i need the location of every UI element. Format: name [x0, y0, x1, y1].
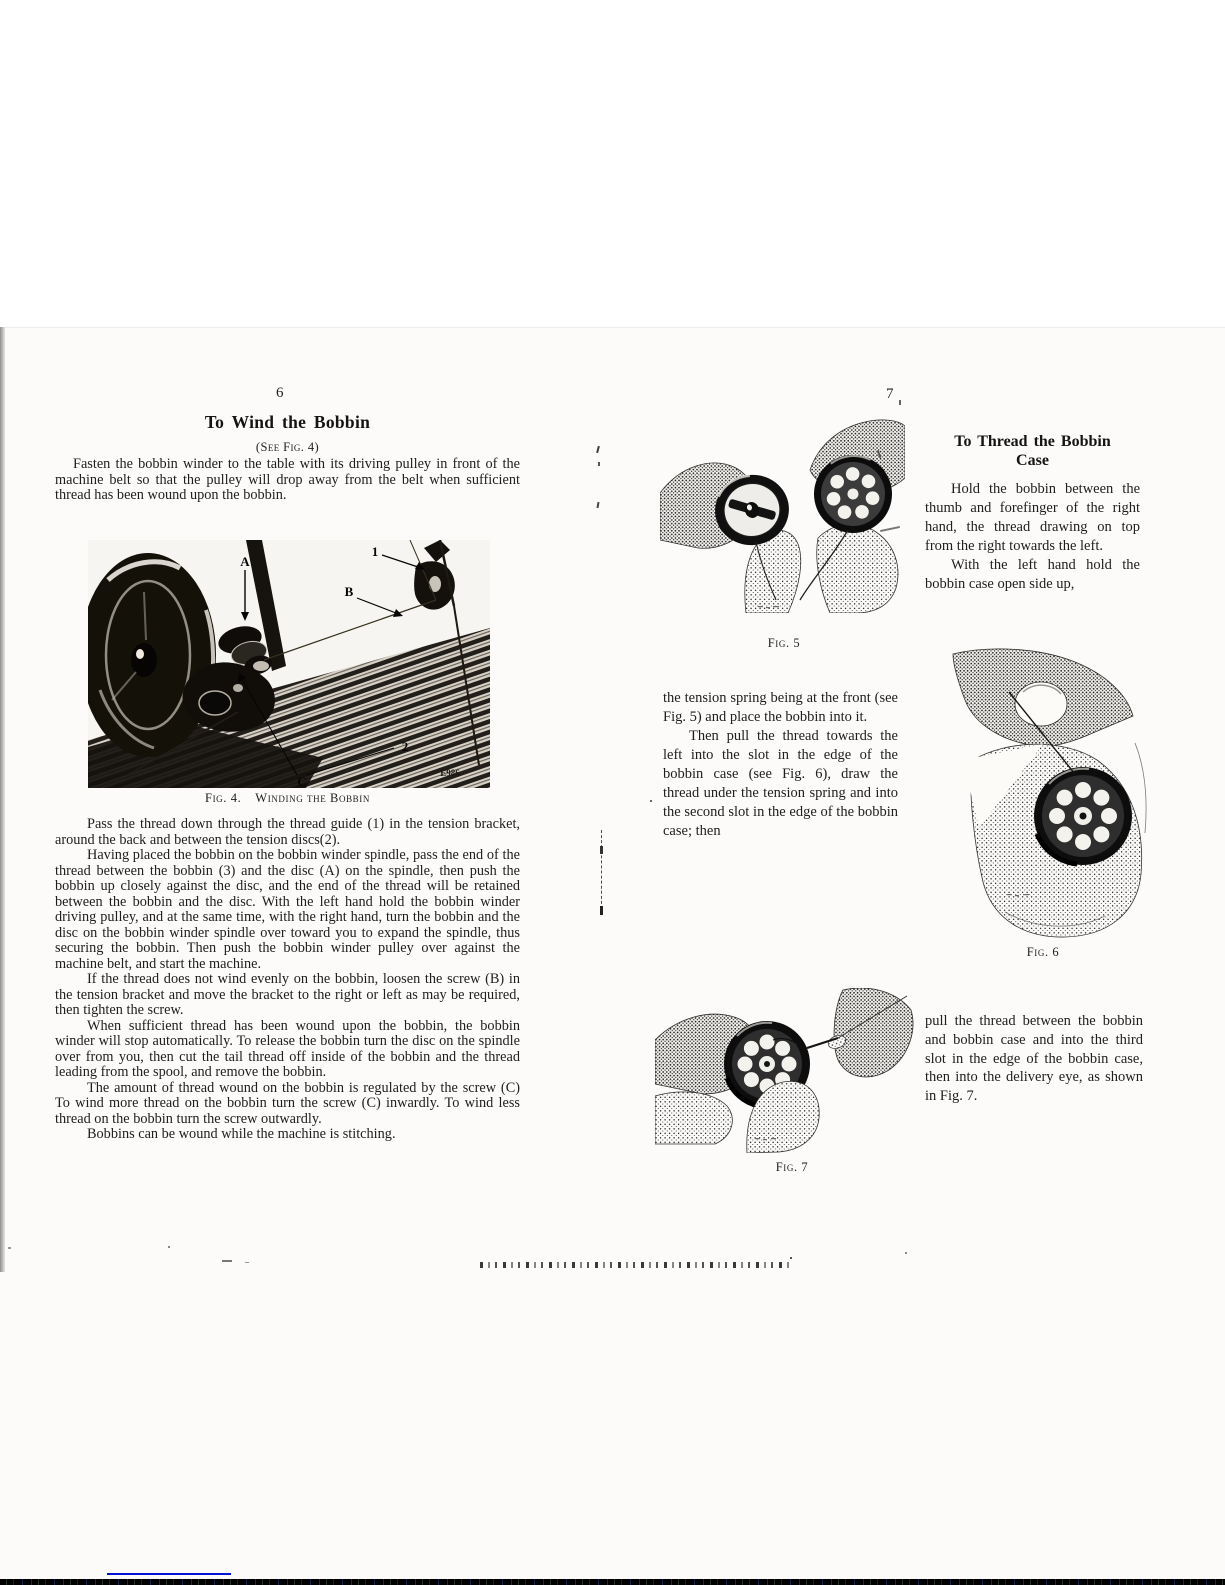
- gutter-dashed-line: [601, 830, 603, 914]
- figure-6-caption: Fig. 6: [1026, 945, 1060, 959]
- scan-speck: [168, 1246, 170, 1248]
- right-thumb: [817, 524, 898, 613]
- label-A: A: [240, 554, 250, 569]
- gutter-mark: [600, 906, 603, 915]
- page6-body: [55, 817, 520, 1143]
- page-bottom-smudge: [480, 1262, 792, 1268]
- label-2: 2: [401, 739, 409, 754]
- paragraph: Pass the thread down through the thread guide (1) in the tension bracket, around the back and between the tension discs(2).: [55, 816, 520, 848]
- label-B: B: [344, 584, 354, 599]
- paragraph: Then pull the thread towards the left into the slot in the edge of the bobbin case (see Fig. 6), draw the thread under the tension spring and into the second slot in the edge of the bobbin case; then: [663, 728, 898, 839]
- figure-4-caption-text: Winding the Bobbin: [255, 791, 370, 805]
- page7-right-column-bottom: [925, 1012, 1143, 1106]
- paragraph: pull the thread between the bobbin and bobbin case and into the third slot in the edge of the bobbin case, then into the delivery eye, as shown in Fig. 7.: [925, 1013, 1143, 1105]
- paragraph: Fasten the bobbin winder to the table with its driving pulley in front of the machine belt so that the pulley will drop away from the belt when sufficient thread has been wound upon the bobbin.: [55, 456, 520, 503]
- page7-middle-column: [663, 689, 898, 841]
- paragraph: With the left hand hold the bobbin case open side up,: [925, 557, 1140, 592]
- figure-5-drawing: [660, 418, 905, 613]
- bobbin-case-with-bobbin: [1034, 767, 1132, 865]
- figure-4-caption: [55, 791, 520, 806]
- figure-4-illustration: [88, 540, 490, 793]
- label-C: C: [297, 774, 307, 788]
- figure-4-caption-label: Fig. 4.: [205, 791, 242, 805]
- finger-gap: [1015, 682, 1067, 726]
- figure-6-drawing: [945, 648, 1150, 938]
- page7-right-column-top: [925, 480, 1140, 594]
- paragraph: When sufficient thread has been wound upon the bobbin, the bobbin winder will stop automatically. To release the bobbin turn the disc on the spindle over from you, then cut the tail thread off inside of the bobbin and the thread leading from the spool, and remove the bobbin.: [55, 1017, 520, 1080]
- gutter-mark: [598, 462, 600, 466]
- page6-subheading: (See Fig. 4): [255, 440, 320, 454]
- paragraph: Having placed the bobbin on the bobbin winder spindle, pass the end of the thread between the bobbin (3) and the disc (A) on the spindle, then push the bobbin up closely against the disc, and the end of the thread will be retained between the bobbin and the disc. With the left hand hold the bobbin winder driving pulley, and at the same time, with the right hand, turn the bobbin and the disc on the bobbin winder spindle over toward you to expand the spindle, thus securing the bobbin. Then push the bobbin winder pulley over against the machine belt, and start the machine.: [55, 847, 520, 972]
- scan-left-edge-shadow: [0, 327, 5, 1272]
- paragraph: the tension spring being at the front (see Fig. 5) and place the bobbin into it.: [663, 690, 898, 725]
- left-finger: [655, 1092, 732, 1144]
- figure-5-caption: Fig. 5: [767, 636, 801, 650]
- figure-7-caption: Fig. 7: [775, 1160, 809, 1174]
- paragraph: The amount of thread wound on the bobbin is regulated by the screw (C) To wind more thread on the bobbin turn the screw (C) inwardly. To wind less thread on the bobbin turn the screw outwardly.: [55, 1079, 520, 1127]
- page-number-6: 6: [276, 385, 284, 401]
- figure-7-illustration: [655, 988, 915, 1158]
- gutter-mark: [600, 846, 603, 854]
- page7-heading-line2: Case: [1016, 452, 1049, 469]
- paragraph: If the thread does not wind evenly on the bobbin, loosen the screw (B) in the tension bracket and move the bracket to the right or left as may be required, then tighten the screw.: [55, 971, 520, 1018]
- page6-intro-paragraph: [55, 457, 520, 504]
- label-1: 1: [371, 544, 379, 559]
- figure-6-illustration: [945, 648, 1150, 943]
- link-underline[interactable]: [107, 1573, 231, 1575]
- figure-7-drawing: [655, 988, 915, 1153]
- page7-heading-line1: To Thread the Bobbin: [954, 433, 1111, 450]
- scan-bottom-edge: [0, 1579, 1225, 1585]
- right-hand: [834, 988, 913, 1077]
- figure-part-mark: E986: [440, 768, 460, 778]
- paragraph: Hold the bobbin between the thumb and forefinger of the right hand, the thread drawing on top from the right towards the left.: [925, 481, 1140, 554]
- page-number-7: 7: [886, 386, 894, 402]
- page6-heading: To Wind the Bobbin: [204, 412, 371, 432]
- scan-speck: [222, 1260, 232, 1262]
- scan-speck: [790, 1257, 792, 1259]
- page7-heading: [925, 432, 1140, 470]
- scan-speck: [8, 1247, 11, 1249]
- scan-speck: [245, 1262, 249, 1263]
- paragraph: Bobbins can be wound while the machine is stitching.: [87, 1126, 396, 1142]
- scan-speck: [650, 800, 652, 802]
- figure-5-illustration: [660, 418, 905, 618]
- figure-4-drawing: [88, 540, 490, 788]
- scan-speck: [905, 1252, 907, 1254]
- scan-mark: [899, 400, 901, 405]
